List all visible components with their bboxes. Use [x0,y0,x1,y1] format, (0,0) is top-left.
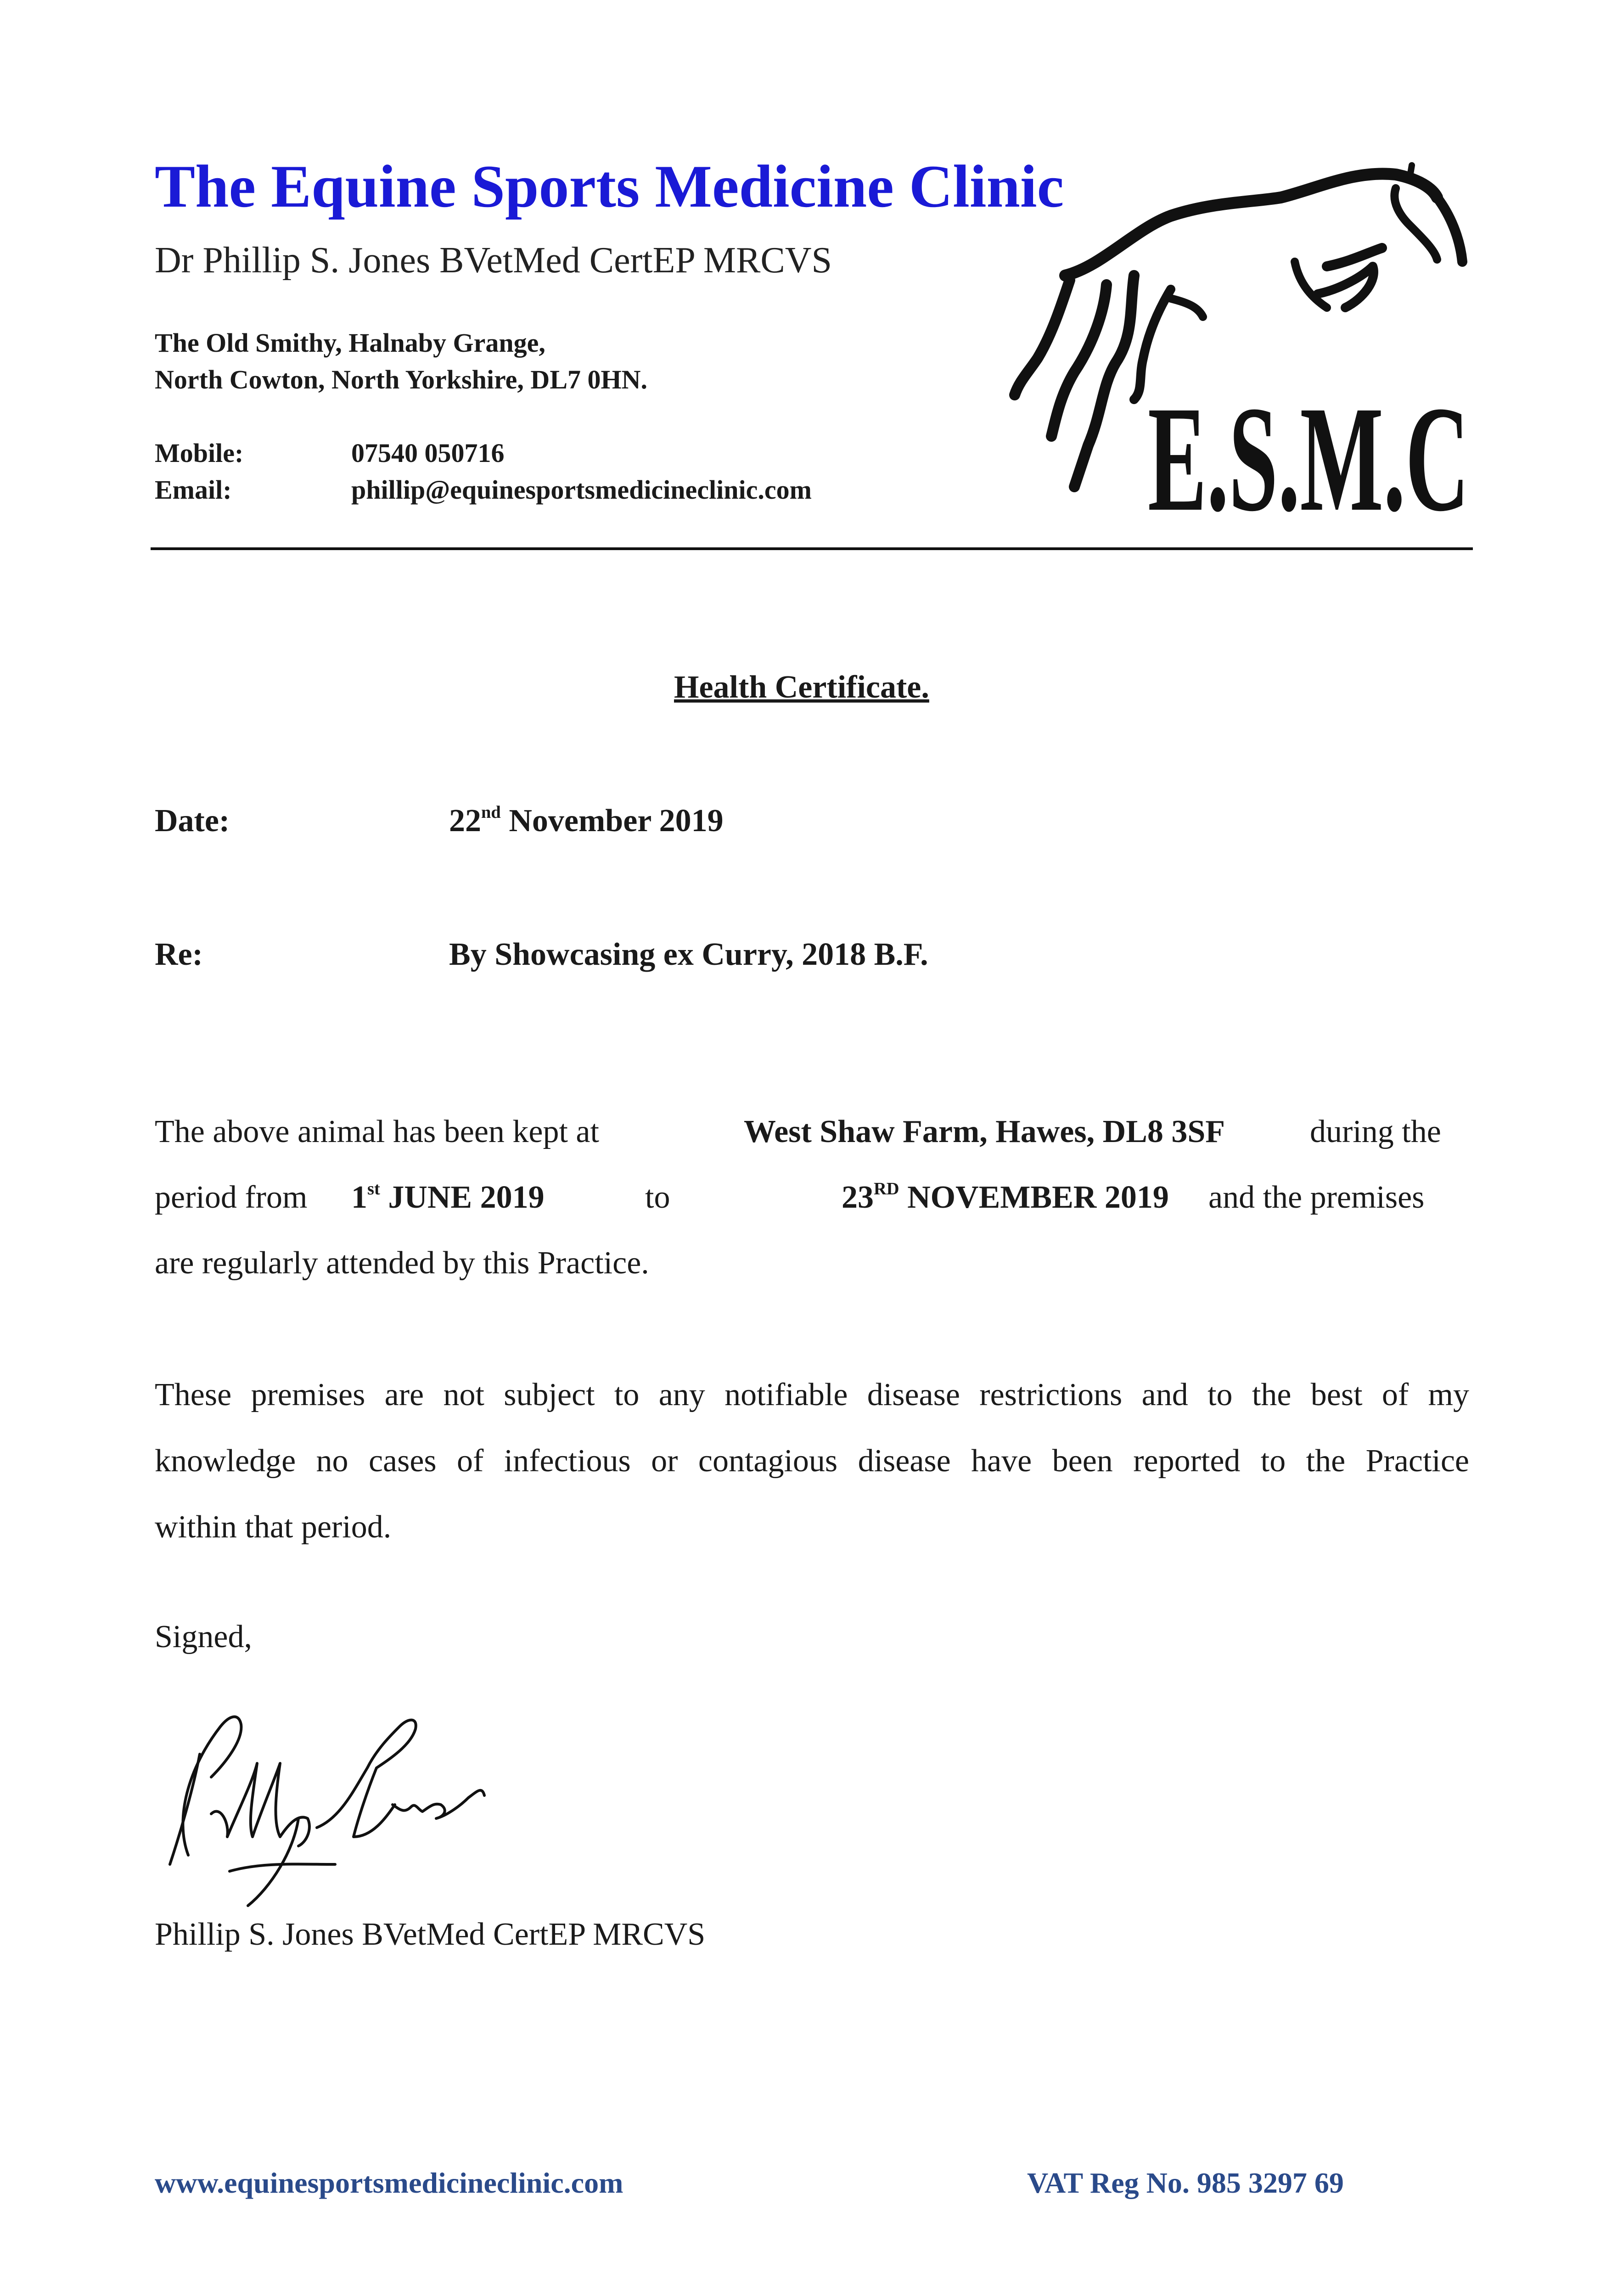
to-word: to [645,1180,670,1215]
date-label: Date: [155,803,230,838]
email-label: Email: [155,475,232,505]
para2-line2: knowledge no cases of infectious or contagious disease have been reported to the Practice [155,1443,1469,1479]
to-suffix: RD [874,1179,899,1199]
date-month-year: November 2019 [500,803,724,838]
to-month-year: NOVEMBER 2019 [899,1180,1169,1215]
logo-text: E.S.M.C [1148,375,1469,519]
signed-label: Signed, [155,1619,252,1654]
date-value [449,805,724,837]
from-suffix: st [367,1179,380,1199]
period-end-date [842,1179,1169,1215]
premises-name: West Shaw Farm, Hawes, DL8 3SF [744,1114,1225,1149]
address-line-2: North Cowton, North Yorkshire, DL7 0HN. [155,365,647,394]
footer-website[interactable]: www.equinesportsmedicineclinic.com [155,2167,623,2199]
para1-line1-end: during the [1310,1114,1441,1149]
footer-vat-number: VAT Reg No. 985 3297 69 [1027,2167,1344,2199]
esmc-horse-logo [996,161,1478,519]
from-month-year: JUNE 2019 [380,1180,545,1215]
certificate-title: Health Certificate. [674,670,929,705]
re-value: By Showcasing ex Curry, 2018 B.F. [449,937,928,972]
para1-line3: are regularly attended by this Practice. [155,1245,649,1281]
clinic-name: The Equine Sports Medicine Clinic [155,152,1064,220]
mobile-number: 07540 050716 [351,438,505,468]
para2-line3: within that period. [155,1509,392,1545]
para1-line2-end: and the premises [1208,1180,1425,1215]
para1-line2-start: period from [155,1180,308,1215]
address-line-1: The Old Smithy, Halnaby Grange, [155,328,545,358]
handwritten-signature [161,1699,491,1915]
header-divider [151,547,1473,550]
to-day: 23 [842,1180,874,1215]
date-day: 22 [449,803,481,838]
re-label: Re: [155,937,203,972]
para1-line1-start: The above animal has been kept at [155,1114,599,1149]
date-suffix: nd [481,803,501,822]
email-address: phillip@equinesportsmedicineclinic.com [351,475,812,505]
para2-line1: These premises are not subject to any notifiable disease restrictions and to the best of my [155,1377,1469,1412]
mobile-label: Mobile: [155,438,244,468]
signatory-name: Phillip S. Jones BVetMed CertEP MRCVS [155,1917,706,1952]
period-start-date [351,1179,545,1215]
from-day: 1 [351,1180,367,1215]
doctor-credentials: Dr Phillip S. Jones BVetMed CertEP MRCVS [155,240,832,281]
